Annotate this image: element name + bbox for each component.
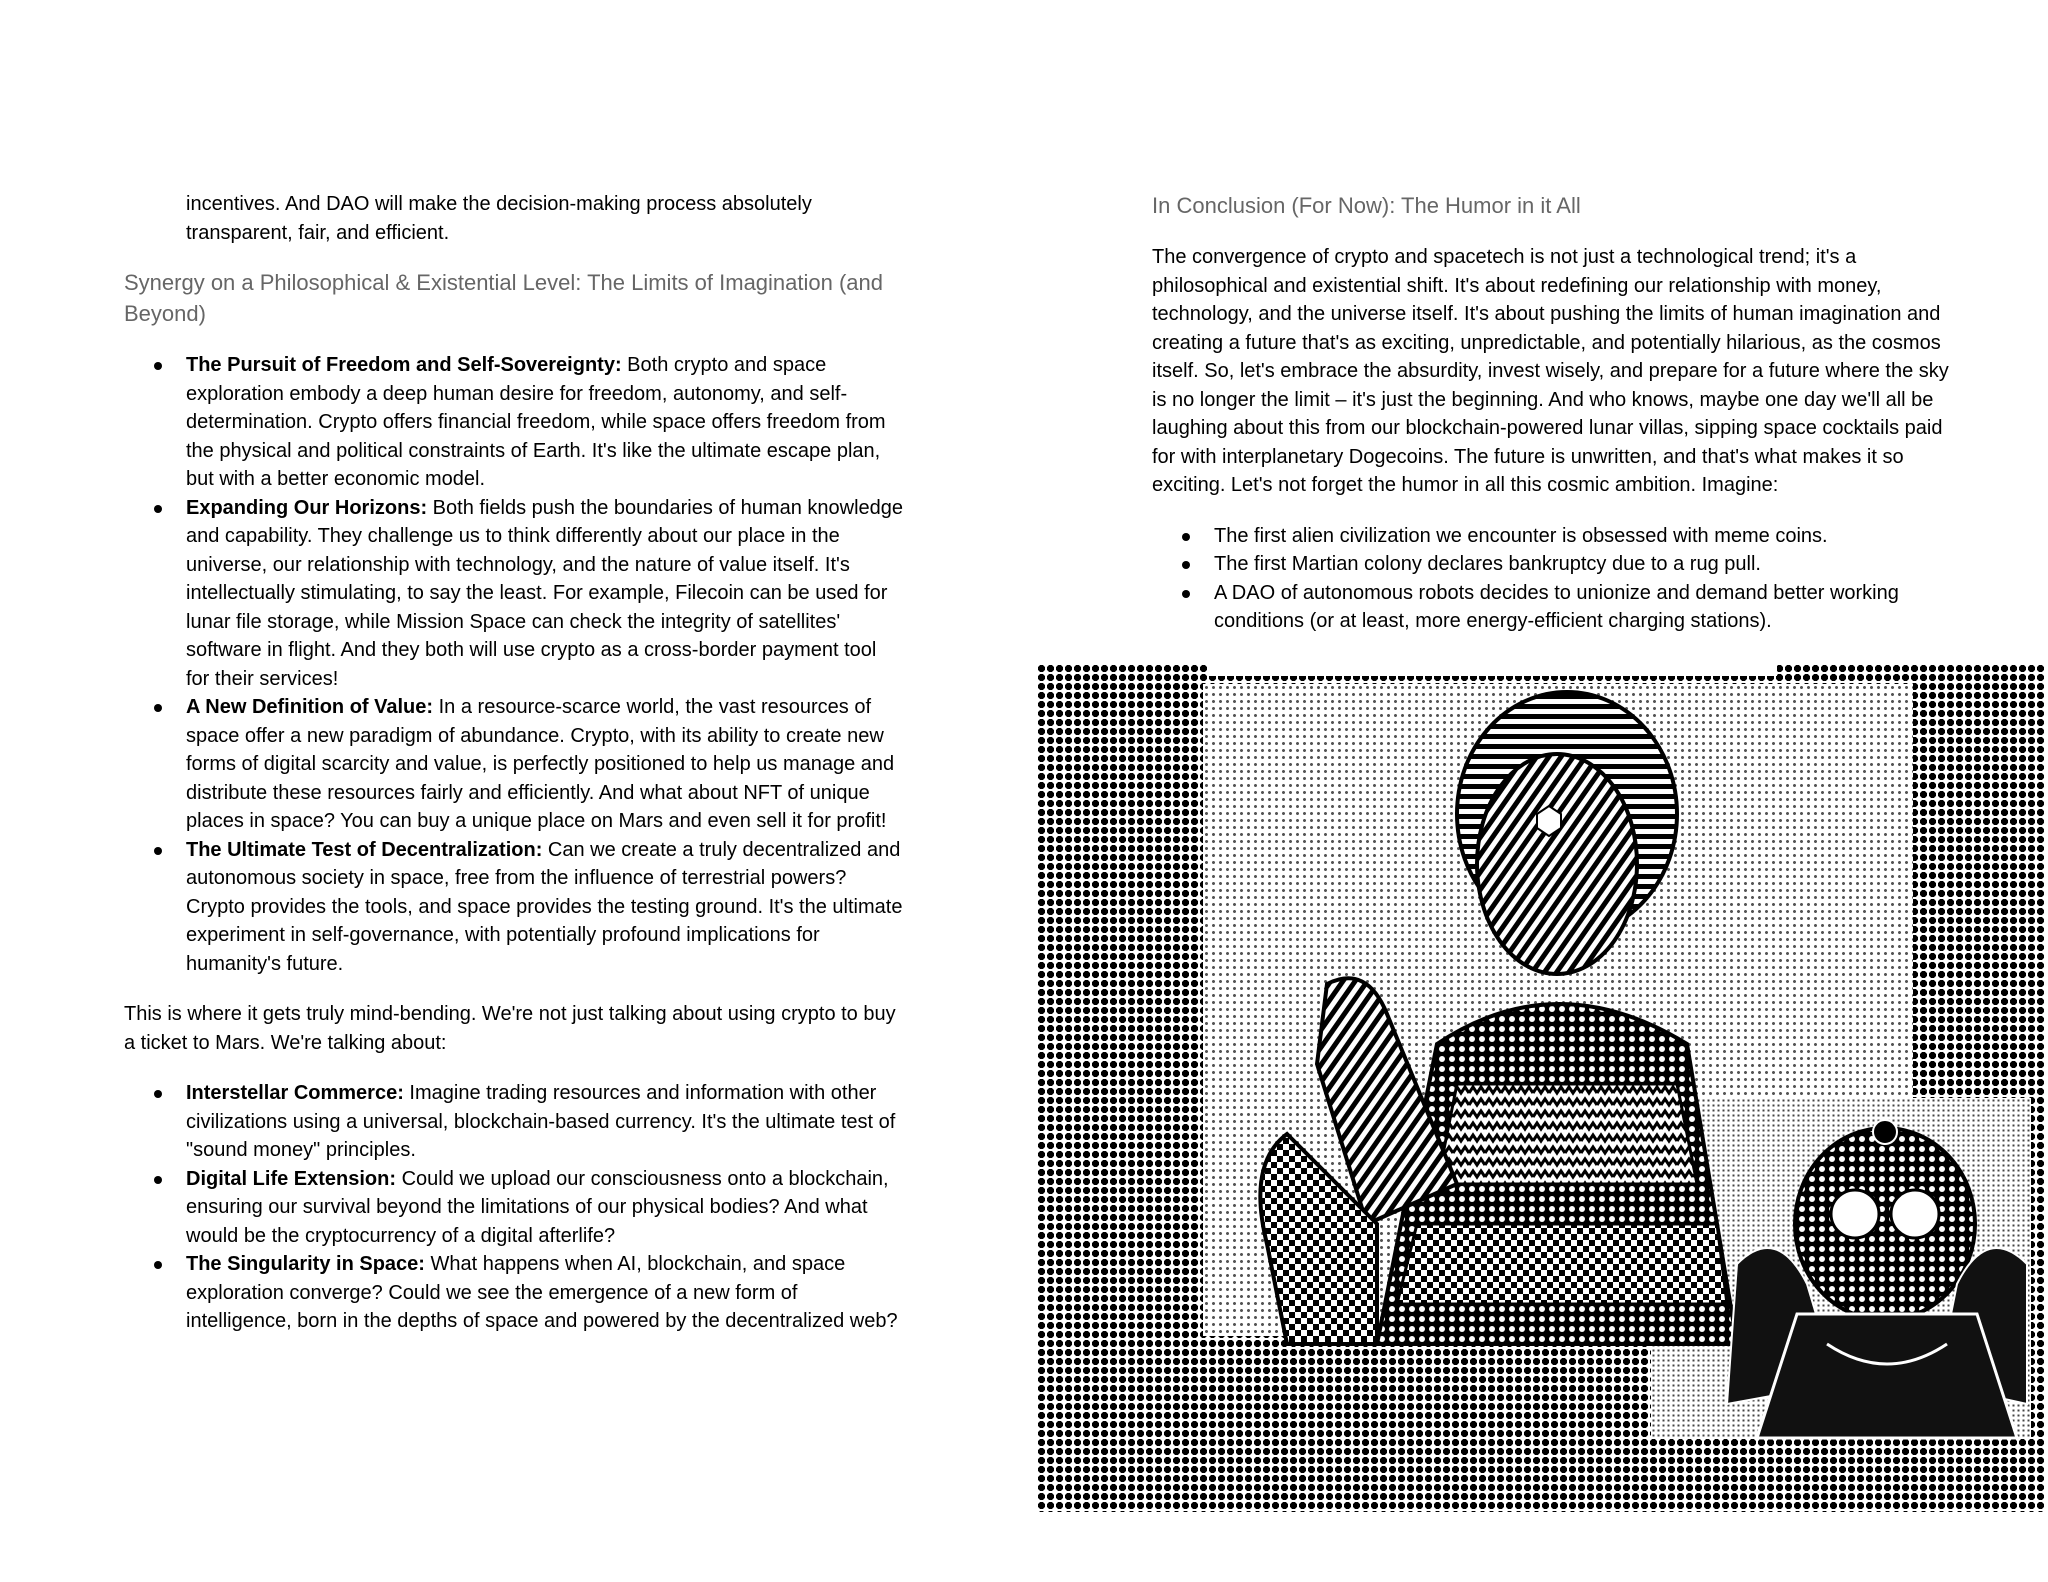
bullet-icon: [1182, 590, 1190, 598]
list-item: [186, 351, 904, 494]
bullet-title: Digital Life Extension:: [186, 1167, 397, 1190]
bullet-text: What happens when AI, blockchain, and space exploration converge? Could we see the emergence of a new form of intelligence, born in the depths of space and powered by the decentralized web?: [186, 1253, 898, 1332]
list-item: [1214, 550, 1952, 579]
list-item: [1214, 522, 1952, 551]
bullet-list-mind-bending: [124, 1079, 904, 1336]
bullet-title: Expanding Our Horizons:: [186, 496, 428, 519]
bullet-text: A DAO of autonomous robots decides to unionize and demand better working conditions (or at least, more energy-efficient charging stations).: [1214, 581, 1899, 632]
bullet-title: The Pursuit of Freedom and Self-Sovereignty:: [186, 354, 622, 376]
bullet-icon: [1182, 561, 1190, 569]
list-item: [186, 693, 904, 836]
bullet-icon: [154, 362, 162, 370]
bullet-text: Imagine trading resources and information with other civilizations using a universal, blockchain-based currency. It's the ultimate test of "sound money" principles.: [186, 1082, 896, 1161]
bullet-text: Could we upload our consciousness onto a blockchain, ensuring our survival beyond the limitations of our physical bodies? And what would be the cryptocurrency of a digital afterlife?: [186, 1167, 889, 1247]
list-item: [186, 494, 904, 694]
conclusion-paragraph: The convergence of crypto and spacetech is not just a technological trend; it's a philosophical and existential shift. It's about redefining our relationship with money, technology, and the universe itself. It's about pushing the limits of human imagination and creating a future that's as exciting, unpredictable, and potentially hilarious, as the cosmos itself. So, let's embrace the absurdity, invest wisely, and prepare for a future where the sky is no longer the limit – it's just the beginning. And who knows, maybe one day we'll all be laughing about this from our blockchain-powered lunar villas, sipping space cocktails paid for with interplanetary Dogecoins. The future is unwritten, and that's what makes it so exciting. Let's not forget the humor in all this cosmic ambition. Imagine:: [1152, 246, 1949, 496]
bullet-text: Both crypto and space exploration embody a deep human desire for freedom, autonomy, and self-determination. Crypto offers financial freedom, while space offers freedom from the physical and political constraints of Earth. It's like the ultimate escape plan, but with a better economic model.: [186, 354, 886, 490]
section-heading-conclusion: In Conclusion (For Now): The Humor in it All: [1152, 193, 1581, 218]
bullet-icon: [154, 1176, 162, 1184]
bullet-icon: [154, 1261, 162, 1269]
bullet-text: Both fields push the boundaries of human knowledge and capability. They challenge us to think differently about our place in the universe, our relationship with technology, and the nature of value itself. It's intellectually stimulating, to say the least. For example, Filecoin can be used for lunar file storage, while Mission Space can check the integrity of satellites' software in flight. And they both will use crypto as a cross-border payment tool for their services!: [186, 496, 904, 690]
bullet-icon: [154, 1090, 162, 1098]
bullet-title: A New Definition of Value:: [186, 696, 434, 718]
bullet-title: The Ultimate Test of Decentralization:: [186, 838, 543, 861]
right-page: [1152, 190, 1952, 636]
bullet-text: In a resource-scarce world, the vast resources of space offer a new paradigm of abundance. Crypto, with its ability to create new forms of digital scarcity and value, is perfectly positioned to help us manage and distribute these resources fairly and efficiently. And what about NFT of unique places in space? You can buy a unique place on Mars and even sell it for profit!: [186, 696, 895, 832]
list-item: [1214, 579, 1952, 636]
bullet-title: Interstellar Commerce:: [186, 1082, 404, 1104]
bullet-list-imagine: [1152, 522, 1952, 636]
bullet-icon: [1182, 533, 1190, 541]
bullet-list-synergy: [124, 351, 904, 978]
list-item: [186, 836, 904, 979]
list-item: [186, 1250, 904, 1336]
bullet-text: The first Martian colony declares bankruptcy due to a rug pull.: [1214, 553, 1761, 575]
list-item: [186, 1079, 904, 1165]
continuation-text: incentives. And DAO will make the decision-making process absolutely transparent, fair, and efficient.: [186, 193, 812, 244]
bullet-text: The first alien civilization we encounter is obsessed with meme coins.: [1214, 524, 1828, 547]
bullet-text: Can we create a truly decentralized and autonomous society in space, free from the influence of terrestrial powers? Crypto provides the tools, and space provides the testing ground. It's the ultimate experiment in self-governance, with potentially profound implications for humanity's future.: [186, 838, 903, 975]
bullet-icon: [154, 704, 162, 712]
patterned-figure-illustration: [1037, 664, 2044, 1512]
bullet-icon: [154, 847, 162, 855]
halftone-artwork-image: [1037, 664, 2044, 1512]
section-heading-synergy: Synergy on a Philosophical & Existential Level: The Limits of Imagination (and Beyond): [124, 270, 884, 326]
bullet-icon: [154, 505, 162, 513]
bullet-title: The Singularity in Space:: [186, 1253, 425, 1275]
body-paragraph: This is where it gets truly mind-bending. We're not just talking about using crypto to buy a ticket to Mars. We're talking about:: [124, 1003, 896, 1054]
left-page: [124, 190, 904, 1358]
list-item: [186, 1165, 904, 1251]
